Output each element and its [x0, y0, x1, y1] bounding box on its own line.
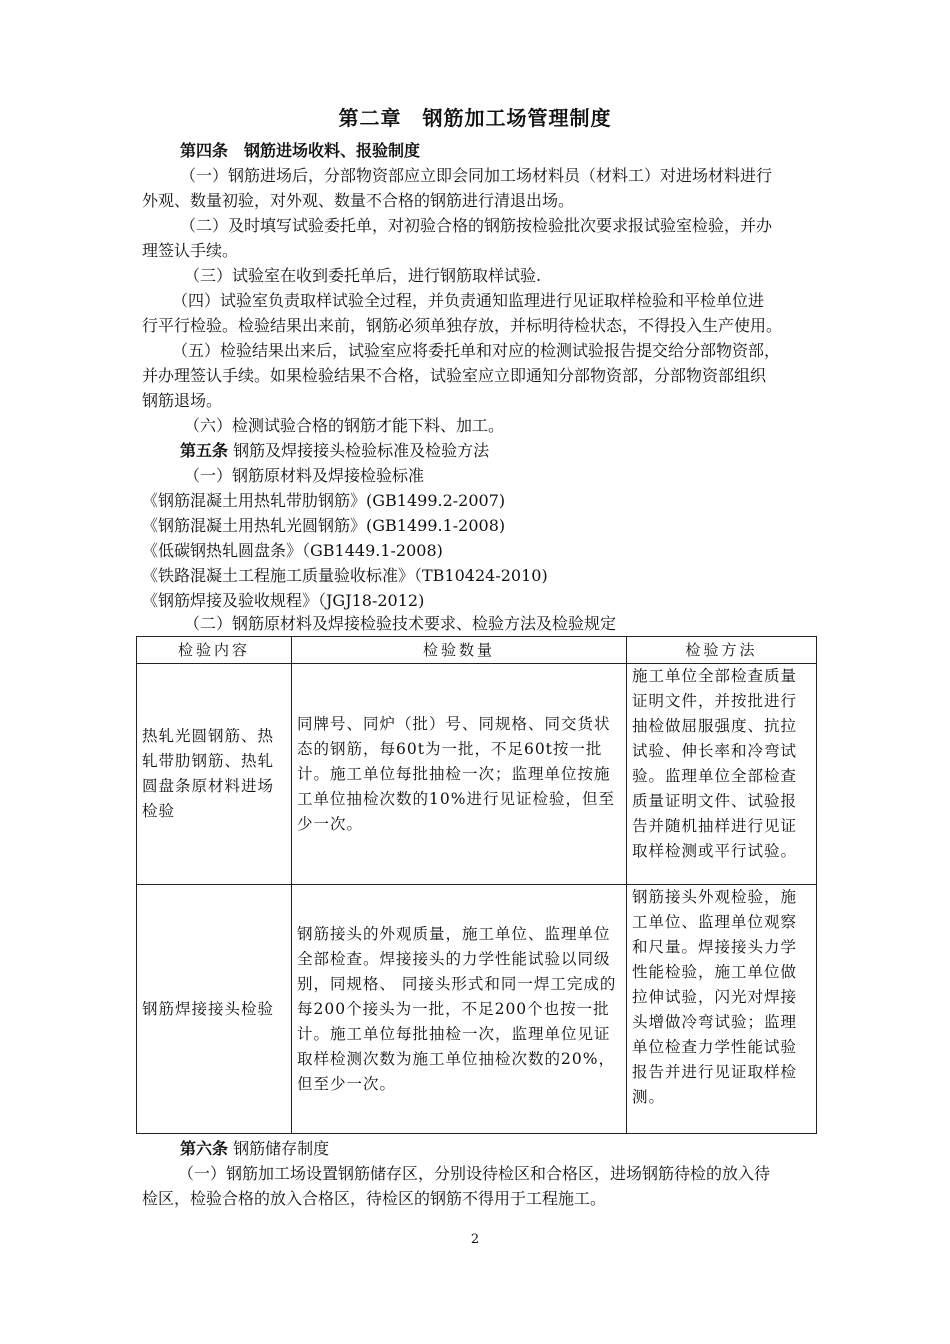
header-content: 检验内容	[137, 637, 292, 664]
header-quantity: 检验数量	[292, 637, 627, 664]
article-6-title: 钢筋储存制度	[228, 1139, 330, 1158]
article-4-para-4-line-2: 行平行检验。检验结果出来前，钢筋必须单独存放，并标明待检状态，不得投入生产使用。	[142, 316, 783, 335]
article-4-para-5-line-2: 并办理签认手续。如果检验结果不合格，试验室应立即通知分部物资部，分部物资部组织	[142, 366, 767, 385]
article-5-sub-1: （一）钢筋原材料及焊接检验标准	[184, 466, 425, 485]
inspection-table	[136, 636, 817, 1134]
standard-2: 《钢筋混凝土用热轧光圆钢筋》(GB1499.1-2008)	[142, 516, 506, 535]
table-header-row	[137, 637, 817, 664]
article-4-heading: 第四条 钢筋进场收料、报验制度	[180, 141, 421, 160]
standard-1: 《钢筋混凝土用热轧带肋钢筋》(GB1499.2-2007)	[142, 491, 506, 510]
article-5-label: 第五条	[180, 441, 229, 460]
standard-5: 《钢筋焊接及验收规程》（JGJ18-2012)	[142, 591, 425, 610]
article-4-para-5-line-3: 钢筋退场。	[142, 391, 223, 410]
table-row	[137, 664, 817, 885]
cell-method: 施工单位全部检查质量证明文件，并按批进行抽检做屈服强度、抗拉试验、伸长率和冷弯试验。监理单位全部检查质量证明文件、试验报告并随机抽样进行见证取样检测或平行试验。	[627, 664, 817, 885]
article-4-para-5-line-1: （五）检验结果出来后，试验室应将委托单和对应的检测试验报告提交给分部物资部，	[172, 341, 781, 360]
article-4-para-4-line-1: （四）试验室负责取样试验全过程，并负责通知监理进行见证取样检验和平检单位进	[172, 291, 765, 310]
chapter-title: 第二章 钢筋加工场管理制度	[338, 106, 612, 130]
page-number: 2	[470, 1232, 480, 1247]
article-6-heading	[180, 1137, 329, 1161]
article-4-para-6: （六）检测试验合格的钢筋才能下料、加工。	[184, 416, 505, 435]
article-6-para-1-line-2: 检区，检验合格的放入合格区，待检区的钢筋不得用于工程施工。	[142, 1189, 607, 1208]
header-method: 检验方法	[627, 637, 817, 664]
article-5-heading	[180, 439, 489, 463]
article-6-para-1-line-1: （一）钢筋加工场设置钢筋储存区，分别设待检区和合格区，进场钢筋待检的放入待	[178, 1164, 771, 1183]
article-4-para-2-line-1: （二）及时填写试验委托单，对初验合格的钢筋按检验批次要求报试验室检验，并办	[180, 216, 773, 235]
article-4-para-3: （三）试验室在收到委托单后，进行钢筋取样试验.	[184, 266, 542, 285]
article-4-para-1-line-2: 外观、数量初验，对外观、数量不合格的钢筋进行清退出场。	[142, 191, 575, 210]
cell-content: 热轧光圆钢筋、热轧带肋钢筋、热轧圆盘条原材料进场检验	[137, 664, 292, 885]
article-5-title: 钢筋及焊接接头检验标准及检验方法	[228, 441, 490, 460]
article-4-para-1-line-1: （一）钢筋进场后，分部物资部应立即会同加工场材料员（材料工）对进场材料进行	[180, 166, 773, 185]
cell-quantity: 钢筋接头的外观质量，施工单位、监理单位全部检查。焊接接头的力学性能试验以同级别，同规格、 同接头形式和同一焊工完成的每200个接头为一批，不足200个也按一批计。施工单位每批抽检一次，监理单位见证取样检测次数为施工单位抽检次数的20%，但至少一次。	[292, 885, 627, 1134]
article-6-label: 第六条	[180, 1139, 229, 1158]
article-5-sub-2: （二）钢筋原材料及焊接检验技术要求、检验方法及检验规定	[184, 614, 617, 633]
standard-4: 《铁路混凝土工程施工质量验收标准》（TB10424-2010)	[142, 566, 548, 585]
table-row	[137, 885, 817, 1134]
standard-3: 《低碳钢热轧圆盘条》（GB1449.1-2008)	[142, 541, 443, 560]
article-4-para-2-line-2: 理签认手续。	[142, 241, 239, 260]
cell-quantity: 同牌号、同炉（批）号、同规格、同交货状态的钢筋，每60t为一批，不足60t按一批计。施工单位每批抽检一次；监理单位按施工单位抽检次数的10%进行见证检验，但至少一次。	[292, 664, 627, 885]
cell-method: 钢筋接头外观检验，施工单位、监理单位观察和尺量。焊接接头力学性能检验，施工单位做拉伸试验，闪光对焊接头增做冷弯试验；监理单位检查力学性能试验报告并进行见证取样检测。	[627, 885, 817, 1134]
cell-content: 钢筋焊接接头检验	[137, 885, 292, 1134]
